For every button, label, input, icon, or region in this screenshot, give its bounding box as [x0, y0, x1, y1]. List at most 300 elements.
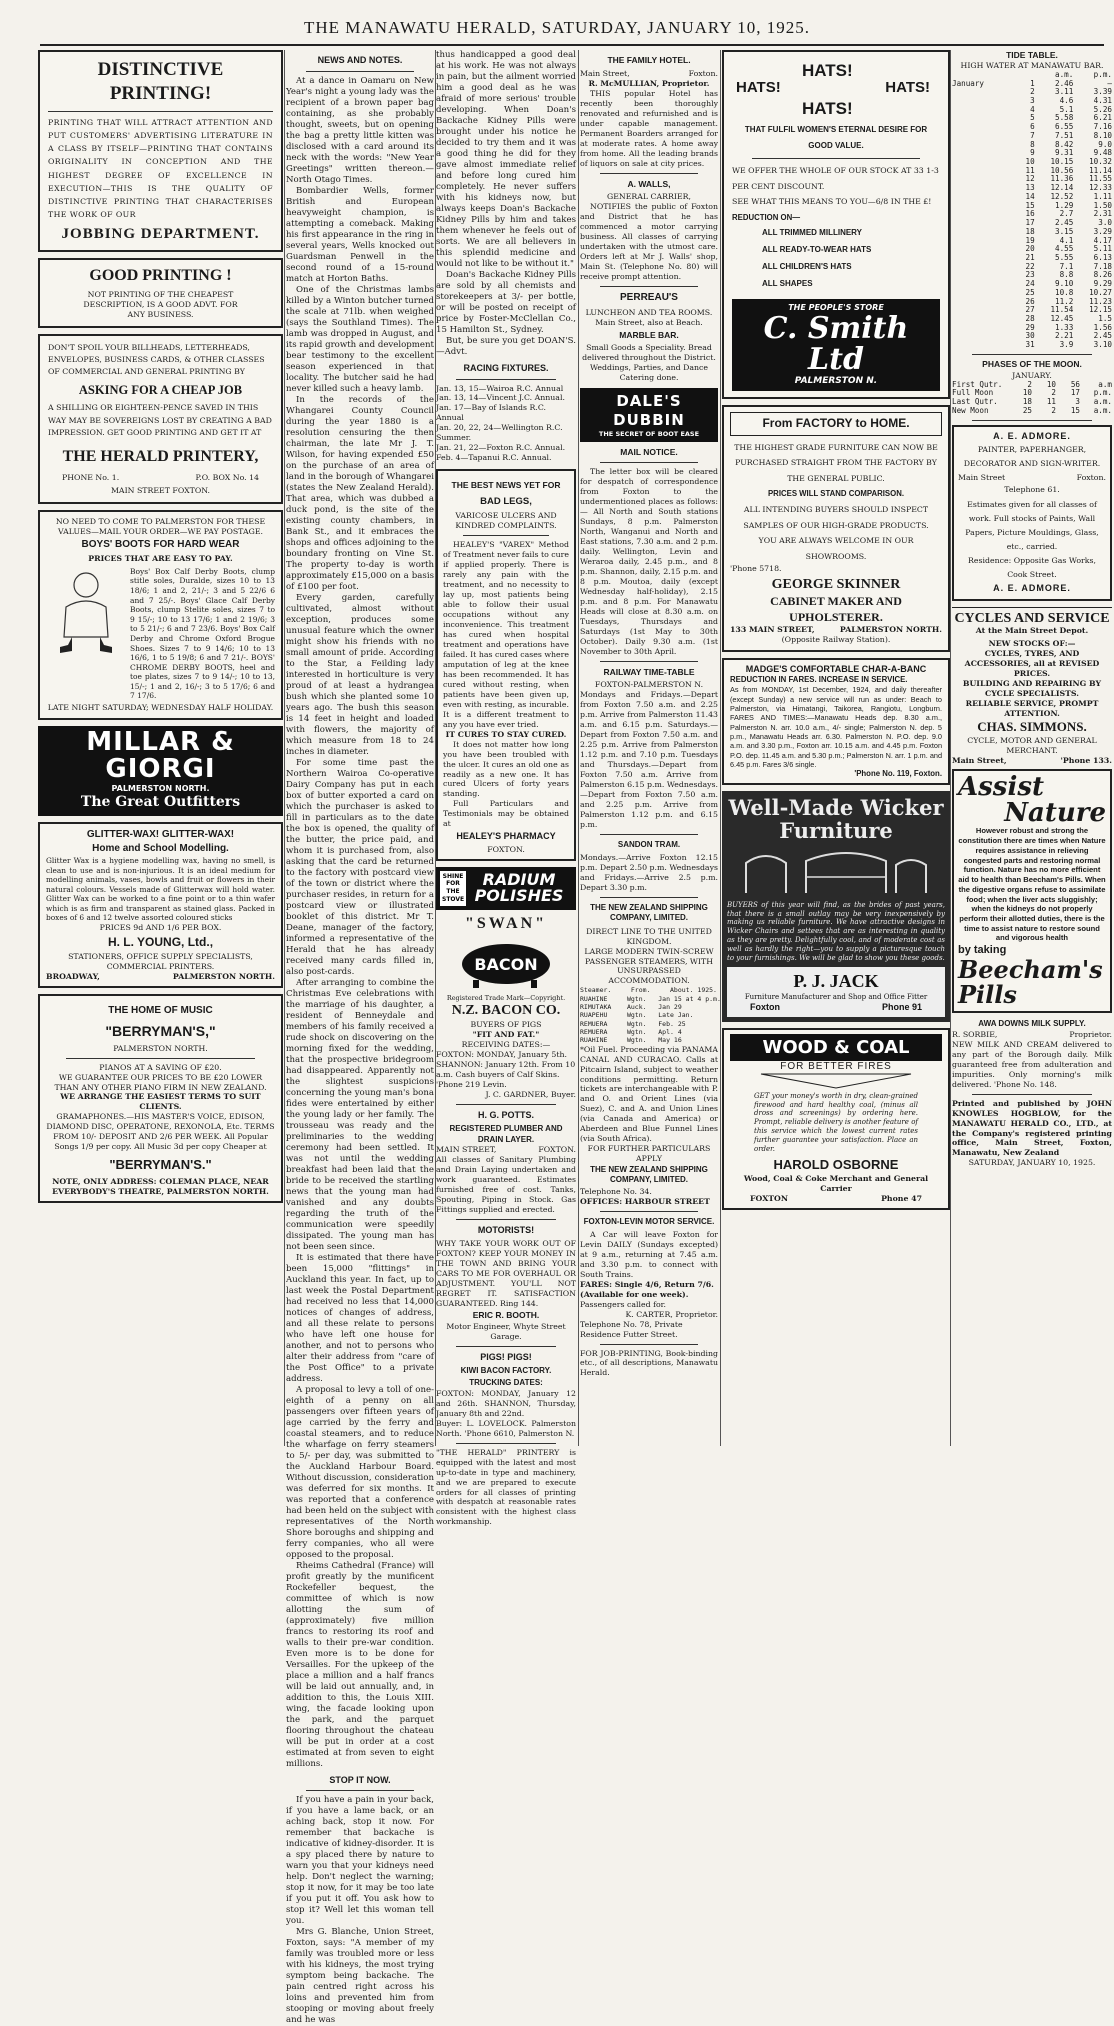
shipping-body: *Oil Fuel. Proceeding via PANAMA CANAL AND CURACAO. Calls at Pitcairn Island, subject to weather conditions permitting. Return tickets are interchangeable with P. and O. and Orient Lines (via Suez), C. and A. and Union Lines (via Canada and America) or Aberdeen and Blue Funnel Lines (via South Africa). — [580, 1044, 718, 1144]
shipping-row: RUAPEHU Wgtn. Late Jan. — [580, 1011, 694, 1020]
tide-month — [952, 254, 1012, 263]
shipping-telephone: Telephone No. 34. — [580, 1186, 652, 1196]
tide-pm: 3.10 — [1093, 340, 1112, 350]
racing-item: Jan. 13, 14—Vincent J.C. Annual. — [436, 393, 565, 403]
ad-title: THE BEST NEWS YET FOR — [451, 480, 561, 491]
tide-pm: 7.16 — [1093, 122, 1112, 132]
divider-triangle-icon — [761, 1074, 911, 1088]
ad-subtitle: VARICOSE ULCERS AND KINDRED COMPLAINTS. — [455, 511, 557, 531]
phase-cell: Full Moon — [952, 388, 994, 398]
plumber-town: FOXTON. — [538, 1144, 576, 1154]
logo-town: PALMERSTON NORTH. — [111, 783, 210, 793]
tide-day: 6 — [1030, 122, 1035, 132]
trucking-buyer: Buyer: L. LOVELOCK. Palmerston North. 'Phone 6610, Palmerston N. — [436, 1418, 576, 1438]
tearoom-sub: LUNCHEON AND TEA ROOMS. Main Street, also at Beach. — [585, 307, 713, 327]
logo-name: C. Smith Ltd — [763, 310, 909, 378]
tide-am: 10.15 — [1050, 157, 1074, 167]
plumber-body: All classes of Sanitary Plumbing and Drain Laying undertaken and work guaranteed. Estimates furnished free of cost. Tanks, Spouting, Piping in Stock. Gas Fittings supplied and erected. — [436, 1154, 576, 1214]
milk-body: NEW MILK AND CREAM delivered to any part of the Borough daily. Milk guaranteed free from adulteration and impurities. Only morning's milk delivered. 'Phone No. 148. — [952, 1039, 1112, 1089]
boy-boot-illustration-icon — [46, 567, 126, 657]
section-title: MAIL NOTICE. — [620, 447, 678, 458]
racing-list — [436, 384, 576, 464]
news-item: Doan's Backache Kidney Pills are sold by all chemists and storekeepers at 3/- per bottle, or will be posted on receipt of price by Foster-McClellan Co., 15 Hamilton St., Sydney. — [436, 270, 576, 335]
tide-month — [952, 175, 1012, 184]
phase-cell: 10 — [1022, 388, 1032, 398]
tide-sub: HIGH WATER AT MANAWATU BAR. — [960, 60, 1104, 70]
tide-pm: 6.21 — [1093, 113, 1112, 123]
job-printing-notice: FOR JOB-PRINTING, Book-binding etc., of all descriptions, Manawatu Herald. — [580, 1348, 718, 1378]
section-title: STOP IT NOW. — [329, 1774, 391, 1785]
shipping-header: Steamer. From. About. 1925. — [580, 986, 717, 995]
tide-pm: 12.33 — [1089, 183, 1112, 193]
printery-name: THE HERALD PRINTERY, — [62, 447, 259, 465]
merchant-sub: Wood, Coal & Coke Merchant and General Carrier — [743, 1173, 929, 1193]
tide-am: 2.46 — [1055, 78, 1074, 88]
madges-char-a-banc-ad — [722, 658, 950, 785]
tide-am: 1.33 — [1055, 322, 1074, 332]
column-4 — [580, 50, 721, 1446]
tide-am: 9.10 — [1055, 279, 1074, 289]
tide-am: 4.1 — [1059, 235, 1074, 245]
ad-body: REDUCTION ON— — [732, 212, 801, 222]
ad-subtitle: REDUCTION IN FARES. INCREASE IN SERVICE. — [730, 675, 908, 685]
news-item: But, be sure you get DOAN'S.—Advt. — [436, 336, 576, 357]
tide-pm: 11.23 — [1089, 296, 1112, 306]
tide-day: 11 — [1025, 165, 1035, 175]
tide-am: 12.14 — [1050, 183, 1074, 193]
tide-month — [952, 315, 1012, 324]
printery-street: MAIN STREET FOXTON. — [110, 486, 211, 496]
ad-body: A SHILLING OR EIGHTEEN-PENCE SAVED IN THIS WAY MAY BE SOVEREIGNS LOST BY CREATING A BAD IMPRESSION. GET GOOD PRINTING AND GET IT AT — [48, 403, 272, 437]
tide-day: 17 — [1025, 218, 1035, 228]
dealer-town: Foxton — [750, 1002, 780, 1013]
tide-month — [952, 245, 1012, 254]
ad-line: PIANOS AT A SAVING OF £20. — [99, 1062, 222, 1072]
ad-body: WE OFFER THE WHOLE OF OUR STOCK AT 33 1-3 PER CENT DISCOUNT. — [732, 166, 939, 191]
ad-line: "FIT AND FAT." — [472, 1030, 540, 1040]
tide-day: 5 — [1030, 113, 1035, 123]
tide-day: 8 — [1030, 139, 1035, 149]
tide-day: 22 — [1025, 261, 1035, 271]
admore-ad — [952, 425, 1112, 601]
levin-call: Passengers called for. — [580, 1299, 667, 1309]
column-1 — [38, 50, 283, 1446]
garage-name: ERIC R. BOOTH. — [472, 1310, 540, 1320]
logo-town: PALMERSTON N. — [794, 375, 878, 386]
section-title: CYCLES AND SERVICE — [952, 607, 1112, 626]
news-item: Rheims Cathedral (France) will profit greatly by the munificent Rockefeller bequest, the committee of which is now allotting the sum of (approximately) five million francs to restoring its roof and walls to their pre-war condition. Even more is to be done for Versailles. For the upkeep of the place a million and a half francs will be laid out annually, and, in addition to this, the Louis XIII. wing, the facade looking upon the park, and the parquet flooring throughout the chateau will be put in order at a cost estimated at from seven to eight millions. — [286, 1560, 434, 1769]
merchant-town: FOXTON — [750, 1193, 788, 1203]
tide-day: 20 — [1025, 244, 1035, 254]
phase-cell: 17 — [1070, 388, 1080, 398]
tide-pm: 11.14 — [1089, 165, 1112, 175]
logo-tagline: THE PEOPLE'S STORE — [788, 302, 884, 312]
tide-pm: 9.29 — [1093, 279, 1112, 289]
tide-pm: 1.56 — [1093, 322, 1112, 332]
section-title: THE FAMILY HOTEL. — [607, 55, 691, 65]
tide-day: 7 — [1030, 130, 1035, 140]
ad-price: PRICES 9d AND 1/6 PER BOX. — [99, 922, 222, 932]
ad-body: YOU ARE ALWAYS WELCOME IN OUR SHOWROOMS. — [758, 536, 914, 561]
tide-day: 26 — [1025, 296, 1035, 306]
bar-name: MARBLE BAR. — [619, 329, 679, 340]
ad-title: THE HOME OF MUSIC — [108, 1004, 213, 1016]
ad-title: Nature — [1004, 798, 1106, 829]
tide-am: 1.29 — [1055, 200, 1074, 210]
column-6 — [952, 50, 1112, 1446]
phase-row — [952, 407, 1112, 416]
ad-title: From FACTORY to HOME. — [730, 412, 942, 435]
shipping-row: RUAHINE Wgtn. Jan 15 at 4 p.m. — [580, 994, 721, 1003]
milk-proprietor: Proprietor. — [1069, 1029, 1112, 1039]
hats-word: HATS! — [802, 61, 853, 80]
tide-am: 4.6 — [1059, 96, 1074, 105]
column-3 — [436, 50, 576, 1527]
tide-pm: — — [1107, 78, 1112, 88]
levin-telephone: Telephone No. 78, Private Residence Futter Street. — [580, 1319, 683, 1339]
tide-month — [952, 88, 1012, 97]
news-item: Every garden, carefully cultivated, almost without exception, produces some unusual feature which the owner might show his friends with no small amount of pride. According to the Star, a Feilding lady interested in horticulture is very proud of at least a hydrangea bush which she planted some 10 years ago. The bush this season is 14 feet in height and loaded with flowers, the majority of which measure from 18 to 24 inches in diameter. — [286, 592, 434, 757]
c-smith-logo — [732, 299, 940, 392]
ad-note: NOTE, ONLY ADDRESS: COLEMAN PLACE, NEAR EVERYBODY'S THEATRE, PALMERSTON NORTH. — [52, 1176, 269, 1196]
tide-head-pm: p.m. — [1093, 69, 1112, 79]
racing-item: Jan. 13, 15—Wairoa R.C. Annual — [436, 383, 564, 393]
motorists-body: WHY TAKE YOUR WORK OUT OF FOXTON? KEEP YOUR MONEY IN THE TOWN AND BRING YOUR CARS TO ME FOR OVERHAUL OR ADJUSTMENT. YOU'LL NOT REGRET IT. SATISFACTION GUARANTEED. Ring 144. — [436, 1239, 576, 1309]
maker-opposite: (Opposite Railway Station). — [781, 634, 891, 644]
ad-body: HEALEY'S "VAREX" Method of Treatment never fails to cure if applied properly. There is rarely any pain with the treatment, and no necessity to lay up, most patients being able to follow their usual occupations without any inconvenience. This treatment has cured when hospital treatment and operations have failed. It has cured cases where amputation of leg at the knee has been recommended. It has cured without resting, when patients have been given up, even with resting, as incurable. It is a different treatment to any you have ever tried. — [443, 540, 569, 729]
ad-title: Assist — [958, 772, 1044, 803]
tide-day: 24 — [1025, 279, 1035, 289]
pharmacy-name: HEALEY'S PHARMACY — [456, 831, 556, 842]
ad-body: Full Particulars and Testimonials may be obtained at — [443, 799, 569, 829]
painter-town: Foxton. — [1076, 473, 1106, 483]
millar-giorgi-logo — [38, 726, 283, 816]
tide-day: 23 — [1025, 270, 1035, 280]
shipping-apply: FOR FURTHER PARTICULARS APPLY — [587, 1144, 711, 1164]
tide-day: 28 — [1025, 313, 1035, 323]
phase-cell: 18 — [1022, 397, 1032, 407]
tide-am: 11.36 — [1050, 174, 1074, 184]
ad-phone: 'Phone 5718. — [730, 564, 782, 574]
tide-am: 2.45 — [1055, 218, 1074, 228]
tide-am: 3.11 — [1055, 87, 1074, 97]
shipping-sub: DIRECT LINE TO THE UNITED KINGDOM. — [586, 926, 712, 946]
column-5 — [722, 50, 950, 1446]
logo-tagline: The Great Outfitters — [80, 793, 241, 810]
tide-day: 19 — [1025, 235, 1035, 245]
news-item: thus handicapped a good deal at his work. He was not always in pain, but the ailment worried him a good deal as he was afraid of more serious' trouble developing. When Doan's Backache Kidney Pills were brought under his notice he decided to try them and it was a good thing he did for they gave almost immediate relief and before long cured him completely. He never suffers with his kidneys now, but always keeps Doan's Backache Kidney Pills by him and takes them whenever he feels out of sorts. We are all believers in this splendid medicine and would not like to be without it." — [436, 50, 576, 269]
brand-name: Beecham's Pills — [958, 955, 1103, 1010]
hats-list-item: ALL CHILDREN'S HATS — [762, 261, 852, 271]
ad-body: DON'T SPOIL YOUR BILLHEADS, LETTERHEADS, ENVELOPES, BUSINESS CARDS, & OTHER CLASSES OF COMMERCIAL AND GENERAL PRINTING BY — [48, 343, 265, 377]
ad-body: THE HIGHEST GRADE FURNITURE CAN NOW BE PURCHASED STRAIGHT FROM THE FACTORY BY THE GENERAL PUBLIC. — [734, 442, 938, 483]
factory-name: KIWI BACON FACTORY. — [460, 1366, 552, 1376]
tide-day: 15 — [1025, 200, 1035, 210]
radium-tag: SHINE FOR THE STOVE — [440, 871, 466, 906]
ad-intro: NO NEED TO COME TO PALMERSTON FOR THESE VALUES—MAIL YOUR ORDER—WE PAY POSTAGE. — [55, 517, 266, 537]
tide-month — [952, 324, 1012, 333]
hats-word: HATS! — [736, 79, 781, 96]
tide-pm: 2.31 — [1093, 209, 1112, 219]
ad-body: It does not matter how long you have been troubled with the ulcer. It cures an old one as readily as a new one. It has cured Ulcers of forty years standing. — [443, 739, 569, 799]
ad-title: BOYS' BOOTS FOR HARD WEAR — [81, 539, 240, 550]
tide-pm: 10.32 — [1089, 157, 1112, 167]
ad-body: FOXTON: MONDAY, January 5th. SHANNON: January 12th. From 10 a.m. Cash buyers of Calf Skins. 'Phone 219 Levin. — [436, 1050, 576, 1089]
stationer-name: H. L. YOUNG, Ltd., — [107, 934, 214, 949]
tide-month — [952, 280, 1012, 289]
tide-am: 2.7 — [1059, 209, 1074, 219]
news-item: It is estimated that there have been 15,000 "flittings" in Auckland this year. In fact, up to last week the Postal Department had received no less that 14,000 notices of changes of address, and all these relate to persons who have left one house for another, and not to persons who alter their address from "care of the Post Office" to a private address. — [286, 1252, 434, 1384]
tram-body: Mondays.—Arrive Foxton 12.15 p.m. Depart 2.50 p.m. Wednesdays and Fridays.—Arrive 2.5 p.m. Depart 3.30 p.m. — [580, 853, 718, 893]
tide-pm: 9.0 — [1098, 139, 1112, 149]
cycles-reliable: RELIABLE SERVICE, PROMPT ATTENTION. — [965, 699, 1099, 718]
herald-printery-ad — [38, 334, 283, 504]
stationer-sub: STATIONERS, OFFICE SUPPLY SPECIALISTS, COMMERCIAL PRINTERS. — [68, 951, 253, 971]
phase-cell: New Moon — [952, 405, 989, 415]
section-title: RACING FIXTURES. — [463, 363, 549, 373]
ad-title: GLITTER-WAX! GLITTER-WAX! — [86, 828, 235, 840]
hats-ad — [722, 50, 950, 399]
ad-body: However robust and strong the constitution there are times when Nature requires assistance in relieving congested parts and restoring normal function. Nature has no more efficient aid to health than Beecham's Pills. When the digestive organs refuse to assimilate food; when the liver acts sluggishly; when the kidneys do not properly perform their allotted duties, there is the time to assist nature to restore sound and vigorous health — [958, 826, 1106, 943]
ad-body: ALL INTENDING BUYERS SHOULD INSPECT SAMPLES OF OUR HIGH-GRADE PRODUCTS. — [743, 505, 929, 530]
racing-item: Feb. 4—Tapanui R.C. Annual. — [436, 453, 552, 463]
maker-street: 133 MAIN STREET, — [730, 625, 815, 635]
maker-town: PALMERSTON NORTH. — [839, 625, 942, 635]
tide-day: 16 — [1025, 209, 1035, 219]
hats-list-item: ALL READY-TO-WEAR HATS — [762, 245, 872, 255]
tide-month — [952, 341, 1012, 350]
dealer-trade: Furniture Manufacturer and Shop and Office Fitter — [744, 993, 928, 1002]
tide-month — [952, 149, 1012, 158]
ad-phone: 'Phone No. 119, Foxton. — [854, 769, 942, 779]
tide-am: 8.8 — [1059, 270, 1074, 280]
tide-am: 11.2 — [1055, 296, 1074, 306]
tide-month — [952, 167, 1012, 176]
news-item: Mrs G. Blanche, Union Street, Foxton, says: "A member of my family was troubled more or less with his kidneys, the most trying symptom being backache. The pain centred right across his loins and prevented him from stooping or moving about freely and he was — [286, 1927, 434, 2026]
glitter-wax-ad — [38, 822, 283, 988]
tide-am: 4.55 — [1055, 244, 1074, 254]
hotel-proprietor: R. McMULLIAN, Proprietor. — [588, 78, 710, 88]
tide-am: 7.1 — [1059, 261, 1074, 271]
carrier-sub: GENERAL CARRIER, — [606, 192, 692, 202]
ad-body: SEE WHAT THIS MEANS TO YOU—6/8 IN THE £! — [732, 197, 932, 207]
ad-subtitle: PRICES THAT ARE EASY TO PAY. — [88, 553, 233, 563]
pig-logo-text: BACON — [474, 954, 538, 974]
tide-month — [952, 263, 1012, 272]
shipping-row: REMUERA Wgtn. Feb. 25 — [580, 1019, 686, 1028]
hotel-street: Main Street, — [580, 68, 630, 78]
tide-head-am: a.m. — [1055, 69, 1074, 79]
tide-month — [952, 97, 1012, 106]
shipping-schedule — [580, 994, 721, 1045]
ad-title: DISTINCTIVE PRINTING! — [48, 58, 273, 112]
tide-day: 9 — [1030, 148, 1035, 158]
levin-body: A Car will leave Foxton for Levin DAILY (Sundays excepted) at 9 a.m., returning at 7.45 a.m. and 3.30 p.m. to connect with South Trains. — [580, 1229, 718, 1279]
phase-cell: 2 — [1051, 388, 1056, 398]
tide-month — [952, 141, 1012, 150]
pharmacy-town: FOXTON. — [487, 844, 525, 854]
tide-am: 12.52 — [1050, 191, 1074, 201]
tide-month — [952, 298, 1012, 307]
tide-am: 3.15 — [1055, 226, 1074, 236]
tide-pm: 9.48 — [1093, 148, 1112, 158]
tide-day: 31 — [1025, 340, 1035, 350]
dealer-name: P. J. JACK — [793, 971, 879, 992]
dales-dubbin-ad — [580, 388, 718, 443]
tide-table — [952, 80, 1112, 350]
column-divider — [284, 50, 285, 1446]
ad-line: GRAMAPHONES.—HIS MASTER'S VOICE, EDISON, DIAMOND DISC, OPERATONE, REXONOLA, Etc. TERMS FROM 10/- DEPOSIT AND 2/6 PER WEEK. All Popular Songs 1/9 per copy. All Music 3d per copy Cheaper at — [46, 1112, 275, 1152]
carrier-body: NOTIFIES the public of Foxton and District that he has commenced a motor carrying business. All classes of carrying undertaken with the utmost care. Orders left at Mr J. Walls' shop, Main St. (Telephone No. 80) will receive prompt attention. — [580, 202, 718, 282]
tide-am: 10.56 — [1050, 165, 1074, 175]
tide-day: 12 — [1025, 174, 1035, 184]
shipping-title: THE NEW ZEALAND SHIPPING COMPANY, LIMITED. — [590, 1165, 708, 1185]
store-town: PALMERSTON NORTH. — [113, 1043, 208, 1053]
tearoom-name: PERREAU'S — [620, 292, 678, 304]
healeys-ad — [436, 469, 576, 861]
ad-body: PRINTING THAT WILL ATTRACT ATTENTION AND PUT CUSTOMERS' ADVERTISING LITERATURE IN A CLASS BY ITSELF—PRINTING THAT CONTAINS ORIGINALITY IN CONCEPTION AND THE HIGHEST DEGREE OF EXCELLENCE IN EXECUTION—THIS IS THE QUALITY OF DISTINCTIVE PRINTING THAT CHARACTERISES THE WORK OF OUR — [48, 117, 273, 220]
levin-fares: FARES: Single 4/6, Return 7/6. (Available for one week). — [580, 1279, 714, 1299]
ad-line: WE GUARANTEE OUR PRICES TO BE £20 LOWER THAN ANY OTHER PIANO FIRM IN NEW ZEALAND. — [54, 1072, 267, 1092]
racing-item: Jan. 21, 22—Foxton R.C. Annual. — [436, 443, 566, 453]
tide-month — [952, 158, 1012, 167]
phases-month: JANUARY. — [1012, 370, 1052, 380]
maker-sub: CABINET MAKER AND UPHOLSTERER. — [770, 594, 902, 624]
ad-title: MADGE'S COMFORTABLE CHAR-A-BANC — [745, 663, 927, 674]
news-item: Bombardier Wells, former British and European heavyweight champion, is attempting a comeback. Making his first appearance in the ring in several years, Wells knocked out Guardsman Penwell in the second round of a 15-round match at Horton Baths. — [286, 185, 434, 284]
section-title: AWA DOWNS MILK SUPPLY. — [978, 1018, 1086, 1028]
tide-day: 13 — [1025, 183, 1035, 193]
news-item: One of the Christmas lambs killed by a Winton butcher turned the scale at 71lb. when weighed (says the Southland Times). The lamb was dropped in August, and its rapid growth and development bear testimony to the excellent season experienced in that locality. The butcher said he had never killed such a heavy lamb. — [286, 284, 434, 394]
tide-pm: 12.15 — [1089, 305, 1112, 315]
tide-am: 7.51 — [1055, 130, 1074, 140]
phases-table — [952, 381, 1112, 416]
tide-pm: 3.39 — [1093, 87, 1112, 97]
column-divider — [950, 50, 951, 1446]
phase-cell: 56 — [1070, 379, 1080, 389]
tide-am: 2.21 — [1055, 331, 1074, 341]
section-title: SANDON TRAM. — [617, 840, 681, 850]
tide-pm: 6.13 — [1093, 252, 1112, 262]
store-name: "BERRYMAN'S," — [105, 1022, 216, 1039]
cycles-body: CYCLES, TYRES, AND ACCESSORIES, all at REVISED PRICES. — [964, 649, 1100, 679]
tide-day: 18 — [1025, 226, 1035, 236]
hats-list — [732, 225, 940, 292]
tide-am: 5.55 — [1055, 252, 1074, 262]
tide-am: 9.31 — [1055, 148, 1074, 158]
tide-am: 5.58 — [1055, 113, 1074, 123]
news-item: After arranging to combine the Christmas Eve celebrations with the marriage of his daughter, a resident of Benneydale and members of his family received a rude shock on discovering on the morning fixed for the wedding, that the prospective bridegroom had disappeared. Apparently not the slightest suspicions concerning the young man's bona fides were entertained by either the young lady or her family. The trousseau was ready and the preliminaries to the wedding ceremony had been settled. It was not until the wedding breakfast had been laid that the bride to be received the startling news that the young man had vanished and any doubts regarding the truth of the communication were speedily dissipated. The young man has not been seen since. — [286, 977, 434, 1252]
ad-heading: JOBBING DEPARTMENT. — [61, 225, 260, 242]
column-divider — [578, 50, 579, 1446]
hats-word: HATS! — [802, 99, 853, 118]
tide-pm: 8.10 — [1093, 130, 1112, 140]
tide-am: 8.42 — [1055, 139, 1074, 149]
tide-month — [952, 289, 1012, 298]
column-2 — [286, 50, 434, 2026]
shipping-offices: OFFICES: HARBOUR STREET — [580, 1196, 710, 1206]
boys-boots-ad — [38, 510, 283, 720]
dubbin-name: DALE'S DUBBIN — [613, 391, 685, 429]
section-title: RAILWAY TIME-TABLE — [603, 666, 695, 677]
tide-month — [952, 228, 1012, 237]
tide-pm: 3.29 — [1093, 226, 1112, 236]
rail-body: Mondays and Fridays.—Depart from Foxton 7.50 a.m. and 2.25 p.m. Arrive from Palmerston 11.43 a.m. and 6.15 p.m. Saturdays.—Depart from Foxton 7.50 a.m. and 2.25 p.m. Arrive from Palmerston 1.12 p.m. and 7.10 p.m. Tuesdays and Thursdays.—Depart from Foxton 7.50 a.m. Arrive from Palmerston 6.15 p.m. Wednesdays.—Depart from Foxton 7.50 a.m. and 2.25 p.m. Arrive from Palmerston 1.12 p.m. and 6.15 p.m. — [580, 690, 718, 830]
bar-body: Small Goods a Speciality. Bread delivered throughout the District. Weddings, Parties, and Dance Catering done. — [582, 342, 716, 382]
tide-day: 10 — [1025, 157, 1035, 167]
printery-notice: "THE HERALD" PRINTERY is equipped with the latest and most up-to-date in type and machinery, and we are prepared to execute orders for all classes of printing with despatch at reasonable rates consistent with the highest class workmanship. — [436, 1447, 576, 1527]
hotel-town: Foxton. — [688, 68, 718, 78]
section-title: FOXTON-LEVIN MOTOR SERVICE. — [583, 1216, 715, 1226]
phase-cell: 2 — [1027, 379, 1032, 389]
tide-month — [952, 106, 1012, 115]
imprint-date: SATURDAY, JANUARY 10, 1925. — [968, 1158, 1096, 1168]
tide-pm: 1.5 — [1098, 313, 1112, 323]
tide-pm: 4.17 — [1093, 235, 1112, 245]
painter-telephone: Telephone 61. — [1004, 485, 1060, 495]
stationer-town: PALMERSTON NORTH. — [172, 971, 275, 981]
phase-cell: First Qutr. — [952, 379, 1003, 389]
section-title: PHASES OF THE MOON. — [982, 358, 1082, 369]
merchant-name: CHAS. SIMMONS. — [977, 718, 1087, 734]
painter-body: Estimates given for all classes of work. Full stocks of Paints, Wall Papers, Picture Mouldings, Glass, etc., carried. — [965, 500, 1099, 552]
hats-word: HATS! — [885, 79, 930, 96]
merchant-phone: Phone 47 — [881, 1193, 922, 1203]
ad-heading: TRUCKING DATES: — [469, 1377, 543, 1387]
ad-subtitle: Home and School Modelling. — [92, 842, 229, 854]
dubbin-tag: THE SECRET OF BOOT EASE — [598, 430, 700, 439]
shipping-row: RIMUTAKA Auck. Jan 29 — [580, 1003, 682, 1012]
tide-month: January — [952, 78, 985, 88]
tide-month — [952, 193, 1012, 202]
merchant-phone: 'Phone 133. — [1060, 755, 1112, 765]
shipping-body: LARGE MODERN TWIN-SCREW PASSENGER STEAMERS, WITH UNSURPASSED ACCOMMODATION. — [584, 946, 714, 986]
tide-pm: 1.50 — [1093, 200, 1112, 210]
tide-month — [952, 210, 1012, 219]
tide-month — [952, 132, 1012, 141]
good-printing-ad — [38, 258, 283, 328]
milk-name: R. SORBIE, — [952, 1029, 998, 1039]
news-item: At a dance in Oamaru on New Year's night a young lady was the recipient of a brown paper bag containing, as she probably thought, sweets, but on opening the bag a pretty little kitten was disclosed with a card around its neck with the words: "New Year Greetings" written thereon.—North Otago Times. — [286, 75, 434, 185]
ad-body: Glitter Wax is a hygiene modelling wax, having no smell, is clean to use and is non-injurious. It is an ideal medium for modelling animals, vases, bowls and fruit or flowers in their natural colours. Vessels made of Glitterwax will hold water. Glitter Wax can be worked to a fine point or to a thin wafer which is as firm and transparent as stained glass. Packed in boxes of 6 and 12 twelve assorted coloured sticks — [46, 856, 275, 923]
tide-day: 30 — [1025, 331, 1035, 341]
plumber-name: H. G. POTTS. — [477, 1109, 534, 1120]
merchant-sub: CYCLE, MOTOR AND GENERAL MERCHANT. — [967, 735, 1097, 755]
trade-mark-note: Registered Trade Mark—Copyright. — [446, 993, 566, 1002]
beechams-pills-ad — [952, 769, 1112, 1012]
ad-line: BUYERS OF PIGS — [470, 1020, 542, 1030]
tide-am: 6.55 — [1055, 122, 1074, 132]
ad-line: RECEIVING DATES:— — [461, 1040, 551, 1050]
printery-pobox: P.O. BOX No. 14 — [195, 473, 259, 483]
merchant-name: HAROLD OSBORNE — [773, 1157, 899, 1173]
ad-subtitle: BAD LEGS, — [480, 496, 532, 508]
tide-pm: 5.11 — [1093, 244, 1112, 254]
masthead-rule — [40, 44, 1104, 46]
tide-month — [952, 184, 1012, 193]
tide-day: 25 — [1025, 287, 1035, 297]
phase-cell: 11 — [1046, 397, 1056, 407]
masthead: THE MANAWATU HERALD, SATURDAY, JANUARY 10, 1925. — [304, 18, 810, 37]
tide-am: 12.45 — [1050, 313, 1074, 323]
tide-day: 2 — [1030, 87, 1035, 97]
painter-name: A. E. ADMORE. — [993, 583, 1071, 594]
cycles-depot: At the Main Street Depot. — [975, 626, 1089, 636]
tide-month — [952, 271, 1012, 280]
tide-pm: 7.18 — [1093, 261, 1112, 271]
news-item: In the records of the Whangarei County Council during the year 1880 is a resolution censuring the then chairman, the late Mr J. T. Wilson, for having expended £50 on the purchase of an area of land in the borough of Whangarei (states the New Zealand Herald). That area, which was dubbed a duck pond, is the site of the existing county chambers, in Bank St., and it embraces the shops and offices adjoining to the boundary fronting on Vine St. The property to-day is worth approximately £15,000 on a basis of £100 per foot. — [286, 394, 434, 592]
ad-heading: ASKING FOR A CHEAP JOB — [78, 383, 243, 398]
